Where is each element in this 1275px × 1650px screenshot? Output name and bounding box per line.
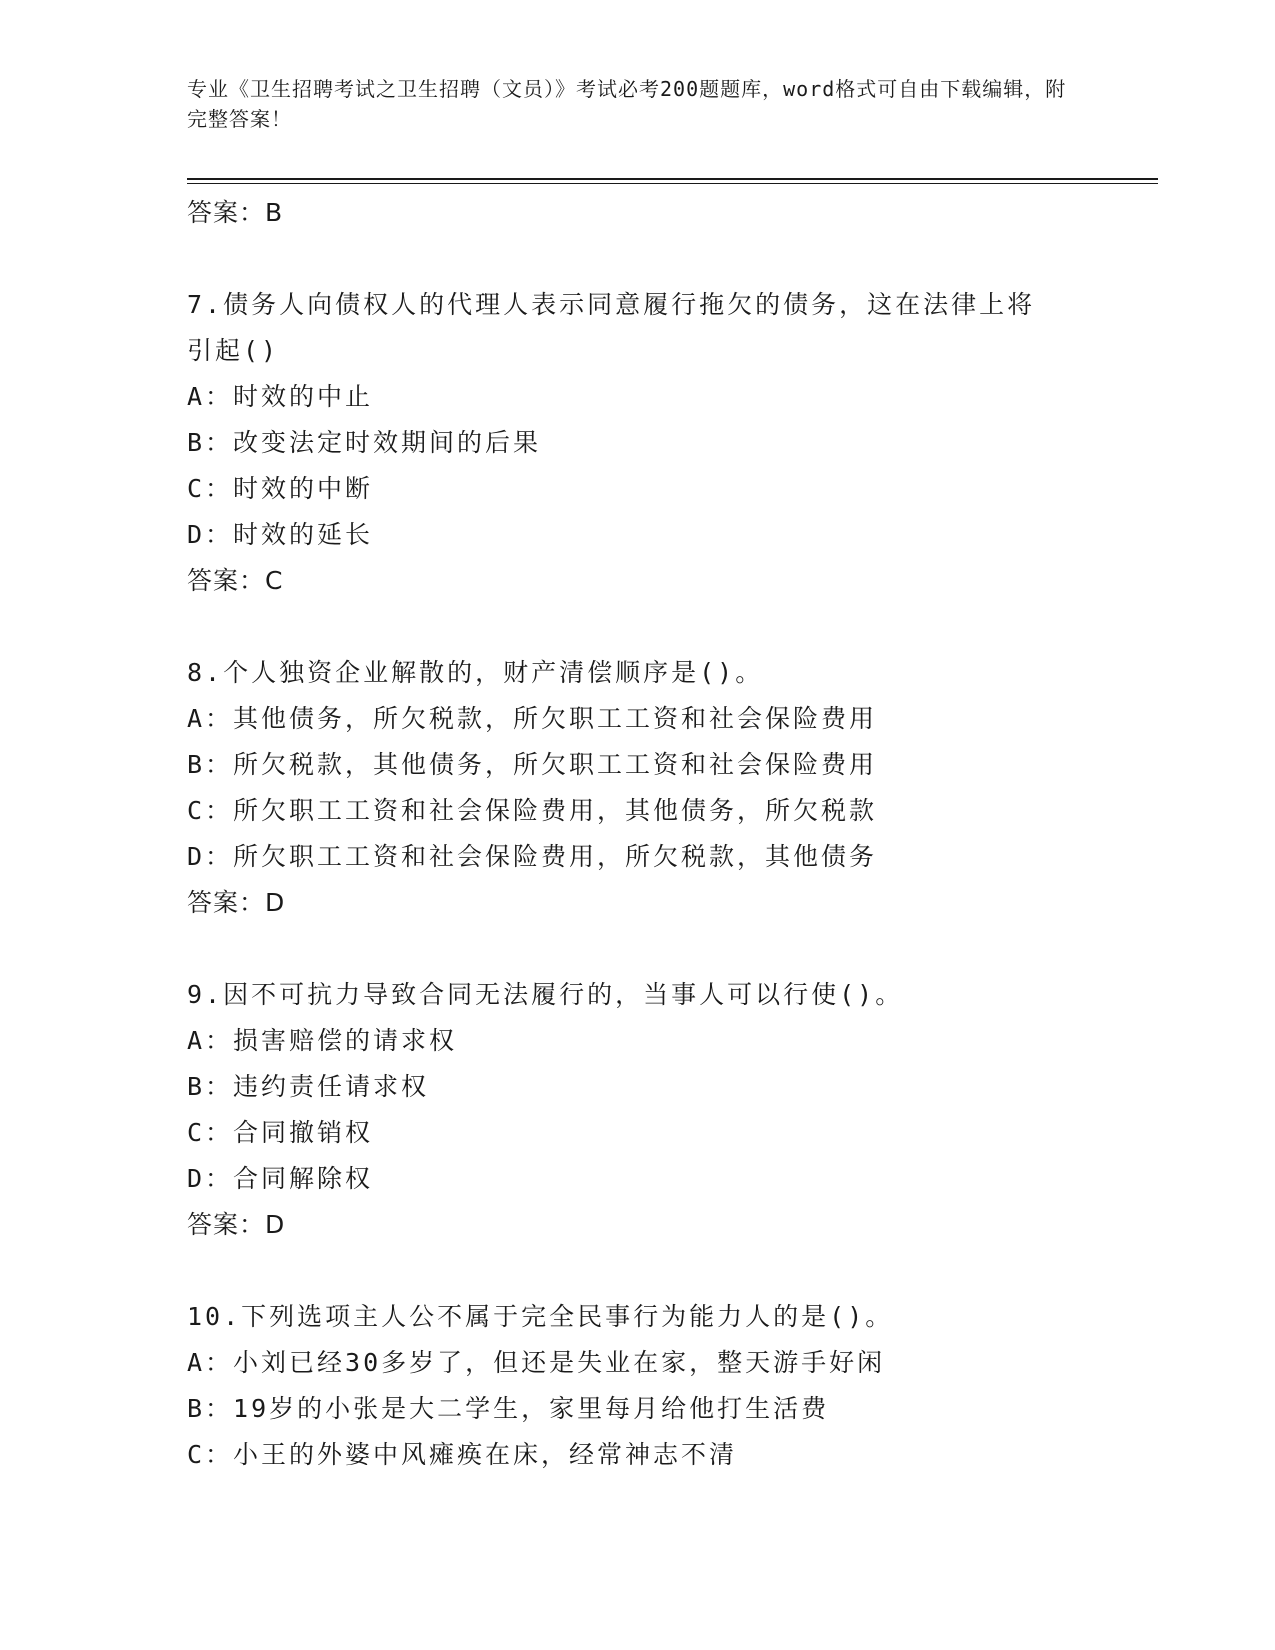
header-divider bbox=[187, 178, 1158, 180]
question-stem: 10.下列选项主人公不属于完全民事行为能力人的是()。 bbox=[187, 1302, 894, 1331]
spacer bbox=[187, 1248, 1087, 1294]
question-block bbox=[187, 650, 1087, 926]
option-b: B：所欠税款，其他债务，所欠职工工资和社会保险费用 bbox=[187, 750, 878, 779]
answer-line: 答案：C bbox=[187, 566, 284, 595]
spacer bbox=[187, 236, 1087, 282]
question-stem: 引起() bbox=[187, 336, 280, 365]
question-stem: 8.个人独资企业解散的，财产清偿顺序是()。 bbox=[187, 658, 764, 687]
option-d: D：时效的延长 bbox=[187, 520, 374, 549]
option-c: C：时效的中断 bbox=[187, 474, 374, 503]
option-a: A：小刘已经30多岁了，但还是失业在家，整天游手好闲 bbox=[187, 1348, 886, 1377]
spacer bbox=[187, 926, 1087, 972]
option-c: C：所欠职工工资和社会保险费用，其他债务，所欠税款 bbox=[187, 796, 878, 825]
page-header bbox=[187, 74, 1067, 134]
question-block bbox=[187, 972, 1087, 1248]
option-a: A：损害赔偿的请求权 bbox=[187, 1026, 458, 1055]
option-a: A：时效的中止 bbox=[187, 382, 374, 411]
question-block bbox=[187, 1294, 1087, 1478]
spacer bbox=[187, 604, 1087, 650]
option-d: D：合同解除权 bbox=[187, 1164, 374, 1193]
question-list bbox=[187, 190, 1087, 1478]
question-block bbox=[187, 282, 1087, 604]
option-c: C：小王的外婆中风瘫痪在床，经常神志不清 bbox=[187, 1440, 738, 1469]
question-stem: 9.因不可抗力导致合同无法履行的，当事人可以行使()。 bbox=[187, 980, 904, 1009]
answer-line: 答案：B bbox=[187, 198, 284, 227]
answer-line: 答案：D bbox=[187, 888, 286, 917]
answer-line: 答案：D bbox=[187, 1210, 286, 1239]
option-b: B：19岁的小张是大二学生，家里每月给他打生活费 bbox=[187, 1394, 830, 1423]
option-d: D：所欠职工工资和社会保险费用，所欠税款，其他债务 bbox=[187, 842, 878, 871]
question-stem: 7.债务人向债权人的代理人表示同意履行拖欠的债务，这在法律上将 bbox=[187, 290, 1036, 319]
option-a: A：其他债务，所欠税款，所欠职工工资和社会保险费用 bbox=[187, 704, 878, 733]
header-divider-thin bbox=[187, 183, 1158, 184]
option-c: C：合同撤销权 bbox=[187, 1118, 374, 1147]
option-b: B：改变法定时效期间的后果 bbox=[187, 428, 542, 457]
option-b: B：违约责任请求权 bbox=[187, 1072, 430, 1101]
header-text: 专业《卫生招聘考试之卫生招聘（文员）》考试必考200题题库，word格式可自由下载编辑，附完整答案！ bbox=[187, 77, 1067, 131]
